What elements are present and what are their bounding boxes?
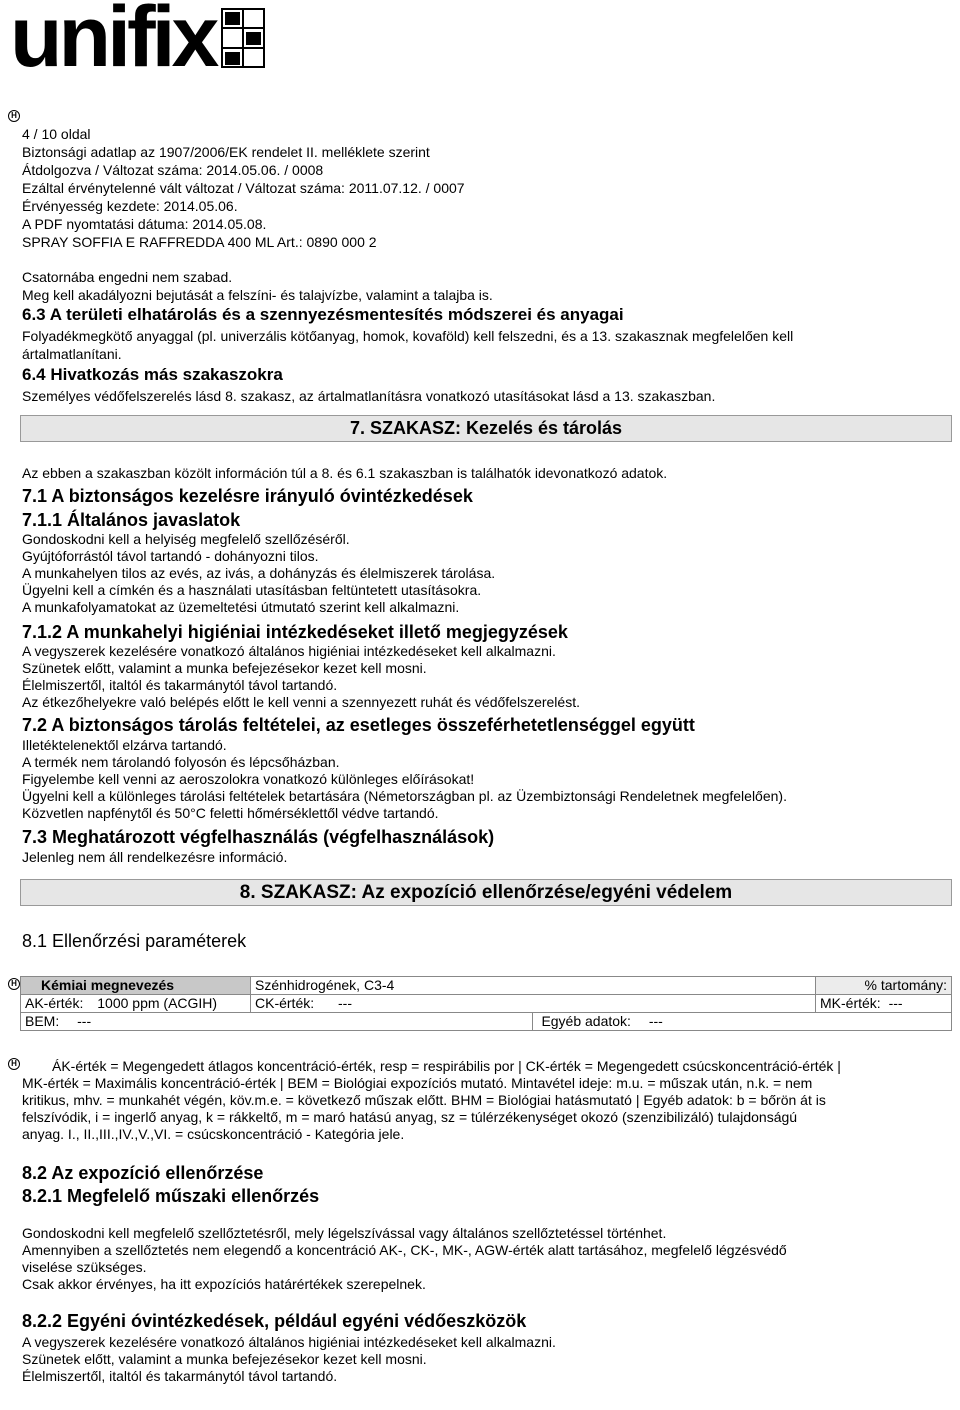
bem-label: BEM: <box>25 1013 60 1029</box>
paragraph: viselése szükséges. <box>22 1259 147 1275</box>
paragraph: Az étkezőhelyekre való belépés előtt le kell venni a szennyezett ruhát és védőfelszerelést. <box>22 694 580 710</box>
paragraph: Csatornába engedni nem szabad. <box>22 269 233 285</box>
section-8-2-2-body <box>22 1334 556 1385</box>
mk-value: --- <box>888 995 903 1011</box>
heading-8-2-2: 8.2.2 Egyéni óvintézkedések, például egyéni védőeszközök <box>22 1311 527 1331</box>
section-8-2-1-body <box>22 1225 787 1293</box>
section-7-title: 7. SZAKASZ: Kezelés és tárolás <box>20 415 952 442</box>
paragraph: Élelmiszertől, italtól és takarmánytól távol tartandó. <box>22 1368 338 1384</box>
swg-logo-icon <box>221 8 265 68</box>
paragraph: Gyújtóforrástól távol tartandó - dohányozni tilos. <box>22 548 319 564</box>
legend-line: kritikus, mhv. = munkahét végén, köv.m.e. = következő műszak előtt. BHM = Biológiai hatásmutató | Egyéb adatok: b = bőrön át is <box>22 1092 826 1108</box>
abbreviation-legend <box>22 1058 841 1143</box>
section-8-title: 8. SZAKASZ: Az expozíció ellenőrzése/egyéni védelem <box>20 879 952 906</box>
paragraph: Jelenleg nem áll rendelkezésre információ. <box>22 849 288 865</box>
document-header <box>22 126 465 252</box>
superseded-line: Ezáltal érvénytelenné vált változat / Változat száma: 2011.07.12. / 0007 <box>22 180 465 196</box>
section-7-1-1-body <box>22 531 495 616</box>
other-data-label: Egyéb adatok: <box>541 1013 631 1029</box>
print-date-line: A PDF nyomtatási dátuma: 2014.05.08. <box>22 216 267 232</box>
paragraph: A munkahelyen tilos az evés, az ivás, a dohányzás és élelmiszerek tárolása. <box>22 565 496 581</box>
ck-value-cell <box>251 995 816 1013</box>
heading-8-2: 8.2 Az expozíció ellenőrzése <box>22 1163 264 1183</box>
other-data-cell <box>533 1013 952 1031</box>
percent-range-label: % tartomány: <box>816 977 952 995</box>
mk-label: MK-érték: <box>820 995 881 1011</box>
paragraph: Amennyiben a szellőztetés nem elegendő a koncentráció AK-, CK-, MK-, AGW-érték alatt tartásához, megfelelő légzésvédő <box>22 1242 787 1258</box>
chem-name-value: Szénhidrogének, C3-4 <box>251 977 816 995</box>
company-logo <box>10 0 265 85</box>
paragraph: Csak akkor érvényes, ha itt expozíciós határértékek szerepelnek. <box>22 1276 426 1292</box>
logo-wordmark: unifix <box>10 0 216 85</box>
heading-8-1: 8.1 Ellenőrzési paraméterek <box>22 931 247 951</box>
heading-7-1: 7.1 A biztonságos kezelésre irányuló óvintézkedések <box>22 486 473 506</box>
heading-7-3: 7.3 Meghatározott végfelhasználás (végfelhasználások) <box>22 827 495 847</box>
mk-value-cell <box>816 995 952 1013</box>
revision-line: Átdolgozva / Változat száma: 2014.05.06. / 0008 <box>22 162 324 178</box>
legend-line: anyag. I., II.,III.,IV.,V.,VI. = csúcskoncentráció - Kategória jele. <box>22 1126 405 1142</box>
ck-value: --- <box>338 995 353 1011</box>
paragraph: Ügyelni kell a különleges tárolási feltételek betartására (Németországban pl. az Üzembiztonsági Rendeletnek megfelelően). <box>22 788 787 804</box>
heading-7-1-2: 7.1.2 A munkahelyi higiéniai intézkedéseket illető megjegyzések <box>22 622 568 642</box>
legend-line: MK-érték = Maximális koncentráció-érték | BEM = Biológiai expozíciós mutató. Mintavétel ideje: m.u. = műszak után, n.k. = nem <box>22 1075 813 1091</box>
heading-6-3: 6.3 A területi elhatárolás és a szennyezésmentesítés módszerei és anyagai <box>22 305 624 324</box>
heading-8-2-1: 8.2.1 Megfelelő műszaki ellenőrzés <box>22 1186 320 1206</box>
paragraph: ártalmatlanítani. <box>22 346 122 362</box>
paragraph: Élelmiszertől, italtól és takarmánytól távol tartandó. <box>22 677 338 693</box>
heading-6-4: 6.4 Hivatkozás más szakaszokra <box>22 365 283 384</box>
ak-value: 1000 ppm (ACGIH) <box>97 995 218 1011</box>
product-line: SPRAY SOFFIA E RAFFREDDA 400 ML Art.: 0890 000 2 <box>22 234 377 250</box>
ak-label: AK-érték: <box>25 995 84 1011</box>
paragraph: Illetéktelenektől elzárva tartandó. <box>22 737 227 753</box>
language-h-icon: H <box>8 978 20 990</box>
paragraph: Szünetek előtt, valamint a munka befejezésekor kezet kell mosni. <box>22 1351 427 1367</box>
section-7-2-body <box>22 737 787 822</box>
paragraph: Közvetlen napfénytől és 50°C feletti hőmérséklettől védve tartandó. <box>22 805 439 821</box>
paragraph: Figyelembe kell venni az aeroszolokra vonatkozó különleges előírásokat! <box>22 771 475 787</box>
paragraph: A munkafolyamatokat az üzemeltetési útmutató szerint kell alkalmazni. <box>22 599 460 615</box>
heading-7-1-1: 7.1.1 Általános javaslatok <box>22 510 241 530</box>
ak-value-cell <box>21 995 251 1013</box>
regulation-line: Biztonsági adatlap az 1907/2006/EK rendelet II. melléklete szerint <box>22 144 430 160</box>
language-h-icon: H <box>8 1058 20 1070</box>
paragraph: Meg kell akadályozni bejutását a felszíni- és talajvízbe, valamint a talajba is. <box>22 287 493 303</box>
paragraph: A vegyszerek kezelésére vonatkozó általános higiéniai intézkedéseket kell alkalmazni. <box>22 643 556 659</box>
paragraph: A vegyszerek kezelésére vonatkozó általános higiéniai intézkedéseket kell alkalmazni. <box>22 1334 556 1350</box>
paragraph: Gondoskodni kell megfelelő szellőztetésről, mely légelszívással vagy általános szellőztetéssel történhet. <box>22 1225 667 1241</box>
other-data-value: --- <box>648 1013 663 1029</box>
bem-value-cell <box>21 1013 533 1031</box>
legend-line: ÁK-érték = Megengedett átlagos koncentráció-érték, resp = respirábilis por | CK-érték = Megengedett csúcskoncentráció-érték | <box>52 1058 841 1074</box>
chem-name-label: Kémiai megnevezés <box>21 977 251 995</box>
paragraph: Személyes védőfelszerelés lásd 8. szakasz, az ártalmatlanításra vonatkozó utasításokat lásd a 13. szakaszban. <box>22 388 716 404</box>
paragraph: A termék nem tárolandó folyosón és lépcsőházban. <box>22 754 340 770</box>
exposure-limits-table <box>20 976 952 1031</box>
paragraph: Az ebben a szakaszban közölt információn túl a 8. és 6.1 szakaszban is találhatók idevonatkozó adatok. <box>22 465 668 481</box>
ck-label: CK-érték: <box>255 995 315 1011</box>
section-7-1-2-body <box>22 643 580 711</box>
page-number: 4 / 10 oldal <box>22 126 91 142</box>
legend-line: felszívódik, i = ingerlő anyag, k = rákkeltő, m = maró hatású anyag, sz = túlérzékenységet okozó (szenzibilizáló) tulajdonságú <box>22 1109 798 1125</box>
paragraph: Szünetek előtt, valamint a munka befejezésekor kezet kell mosni. <box>22 660 427 676</box>
heading-7-2: 7.2 A biztonságos tárolás feltételei, az esetleges összeférhetetlenséggel együtt <box>22 715 695 735</box>
bem-value: --- <box>77 1013 92 1029</box>
valid-from-line: Érvényesség kezdete: 2014.05.06. <box>22 198 238 214</box>
paragraph: Gondoskodni kell a helyiség megfelelő szellőzéséről. <box>22 531 350 547</box>
paragraph: Folyadékmegkötő anyaggal (pl. univerzális kötőanyag, homok, kovaföld) kell felszedni, és a 13. szakasznak megfelelően kell <box>22 328 794 344</box>
paragraph: Ügyelni kell a címkén és a használati utasításban feltüntetett utasításokra. <box>22 582 482 598</box>
language-h-icon: H <box>8 110 20 122</box>
